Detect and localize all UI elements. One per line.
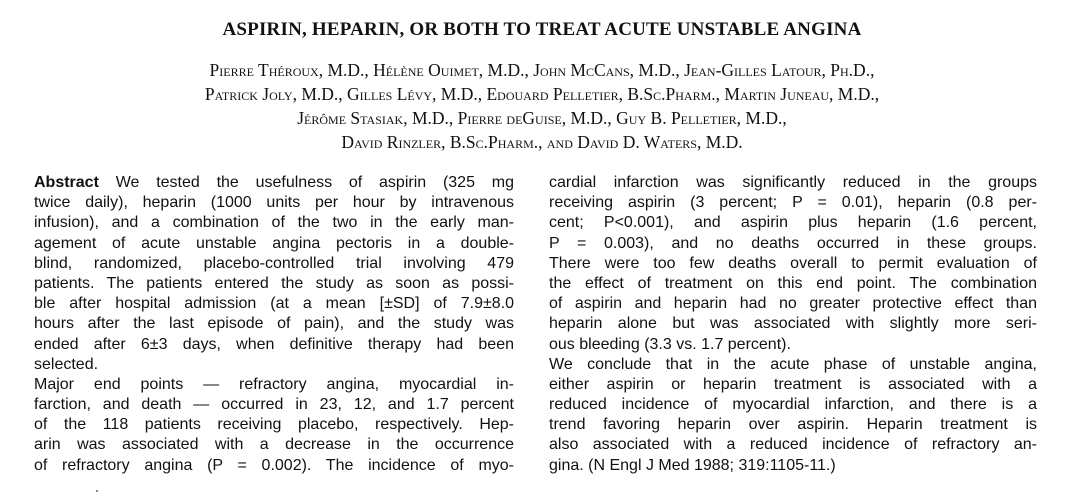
abstract-line: also associated with a reduced incidence of refractory an-	[549, 436, 1037, 454]
author-list	[0, 58, 1084, 154]
abstract-line: cardial infarction was significantly reduced in the groups	[549, 174, 1037, 191]
abstract-line: ended after 6±3 days, when definitive therapy had been	[34, 335, 514, 353]
abstract-line: of the 118 patients receiving placebo, respectively. Hep-	[34, 416, 514, 434]
abstract-line: cent; P<0.001), and aspirin plus heparin (1.6 percent,	[549, 214, 1037, 232]
abstract-line: arin was associated with a decrease in the occurrence	[34, 436, 514, 454]
abstract-line: either aspirin or heparin treatment is associated with a	[549, 375, 1037, 393]
author-line: Jérôme Stasiak, M.D., Pierre deGuise, M.D., Guy B. Pelletier, M.D.,	[297, 108, 787, 128]
abstract-line: agement of acute unstable angina pectoris in a double-	[34, 234, 514, 252]
abstract-line: farction, and death — occurred in 23, 12, and 1.7 percent	[34, 396, 514, 414]
abstract-line: the effect of treatment on this end point. The combination	[549, 274, 1037, 292]
abstract-line: trend favoring heparin over aspirin. Heparin treatment is	[549, 416, 1037, 434]
abstract-left-column	[34, 173, 514, 476]
abstract-line	[34, 173, 514, 193]
abstract-line: P = 0.003), and no deaths occurred in these groups.	[549, 234, 1037, 252]
abstract-line: infusion), and a combination of the two in the early man-	[34, 214, 514, 232]
abstract-label: Abstract	[34, 174, 99, 191]
abstract-line: selected.	[34, 355, 99, 373]
abstract-right-column	[549, 173, 1037, 476]
abstract-line: ble after hospital admission (at a mean [±SD] of 7.9±8.0	[34, 295, 514, 313]
author-line: David Rinzler, B.Sc.Pharm., and David D. Waters, M.D.	[341, 132, 743, 152]
abstract-line: patients. The patients entered the study as soon as possi-	[34, 274, 514, 292]
author-line: Pierre Théroux, M.D., Hélène Ouimet, M.D., John McCans, M.D., Jean-Gilles Latour, Ph.D.,	[209, 60, 875, 80]
abstract-line: Major end points — refractory angina, myocardial in-	[34, 375, 514, 393]
abstract-line: We conclude that in the acute phase of unstable angina,	[549, 355, 1037, 373]
abstract-line: ous bleeding (3.3 vs. 1.7 percent).	[549, 335, 791, 353]
abstract-line: receiving aspirin (3 percent; P = 0.01), heparin (0.8 per-	[549, 194, 1037, 212]
abstract-line: of refractory angina (P = 0.002). The incidence of myo-	[34, 456, 514, 474]
abstract-line: gina. (N Engl J Med 1988; 319:1105-11.)	[549, 456, 836, 474]
scan-speck	[96, 490, 98, 492]
abstract-line: blind, randomized, placebo-controlled trial involving 479	[34, 254, 514, 272]
abstract-line: heparin alone but was associated with slightly more seri-	[549, 315, 1037, 333]
abstract-line: There were too few deaths overall to permit evaluation of	[549, 254, 1037, 272]
abstract-line: reduced incidence of myocardial infarction, and there is a	[549, 396, 1037, 414]
abstract-line: hours after the last episode of pain), and the study was	[34, 315, 514, 333]
author-line: Patrick Joly, M.D., Gilles Lévy, M.D., Edouard Pelletier, B.Sc.Pharm., Martin Juneau, M.D.,	[204, 84, 880, 104]
abstract-line: twice daily), heparin (1000 units per hour by intravenous	[34, 194, 514, 212]
article-title: ASPIRIN, HEPARIN, OR BOTH TO TREAT ACUTE UNSTABLE ANGINA	[222, 19, 862, 40]
abstract-line: of aspirin and heparin had no greater protective effect than	[549, 295, 1037, 313]
abstract-text: We tested the usefulness of aspirin (325 mg	[98, 174, 514, 191]
